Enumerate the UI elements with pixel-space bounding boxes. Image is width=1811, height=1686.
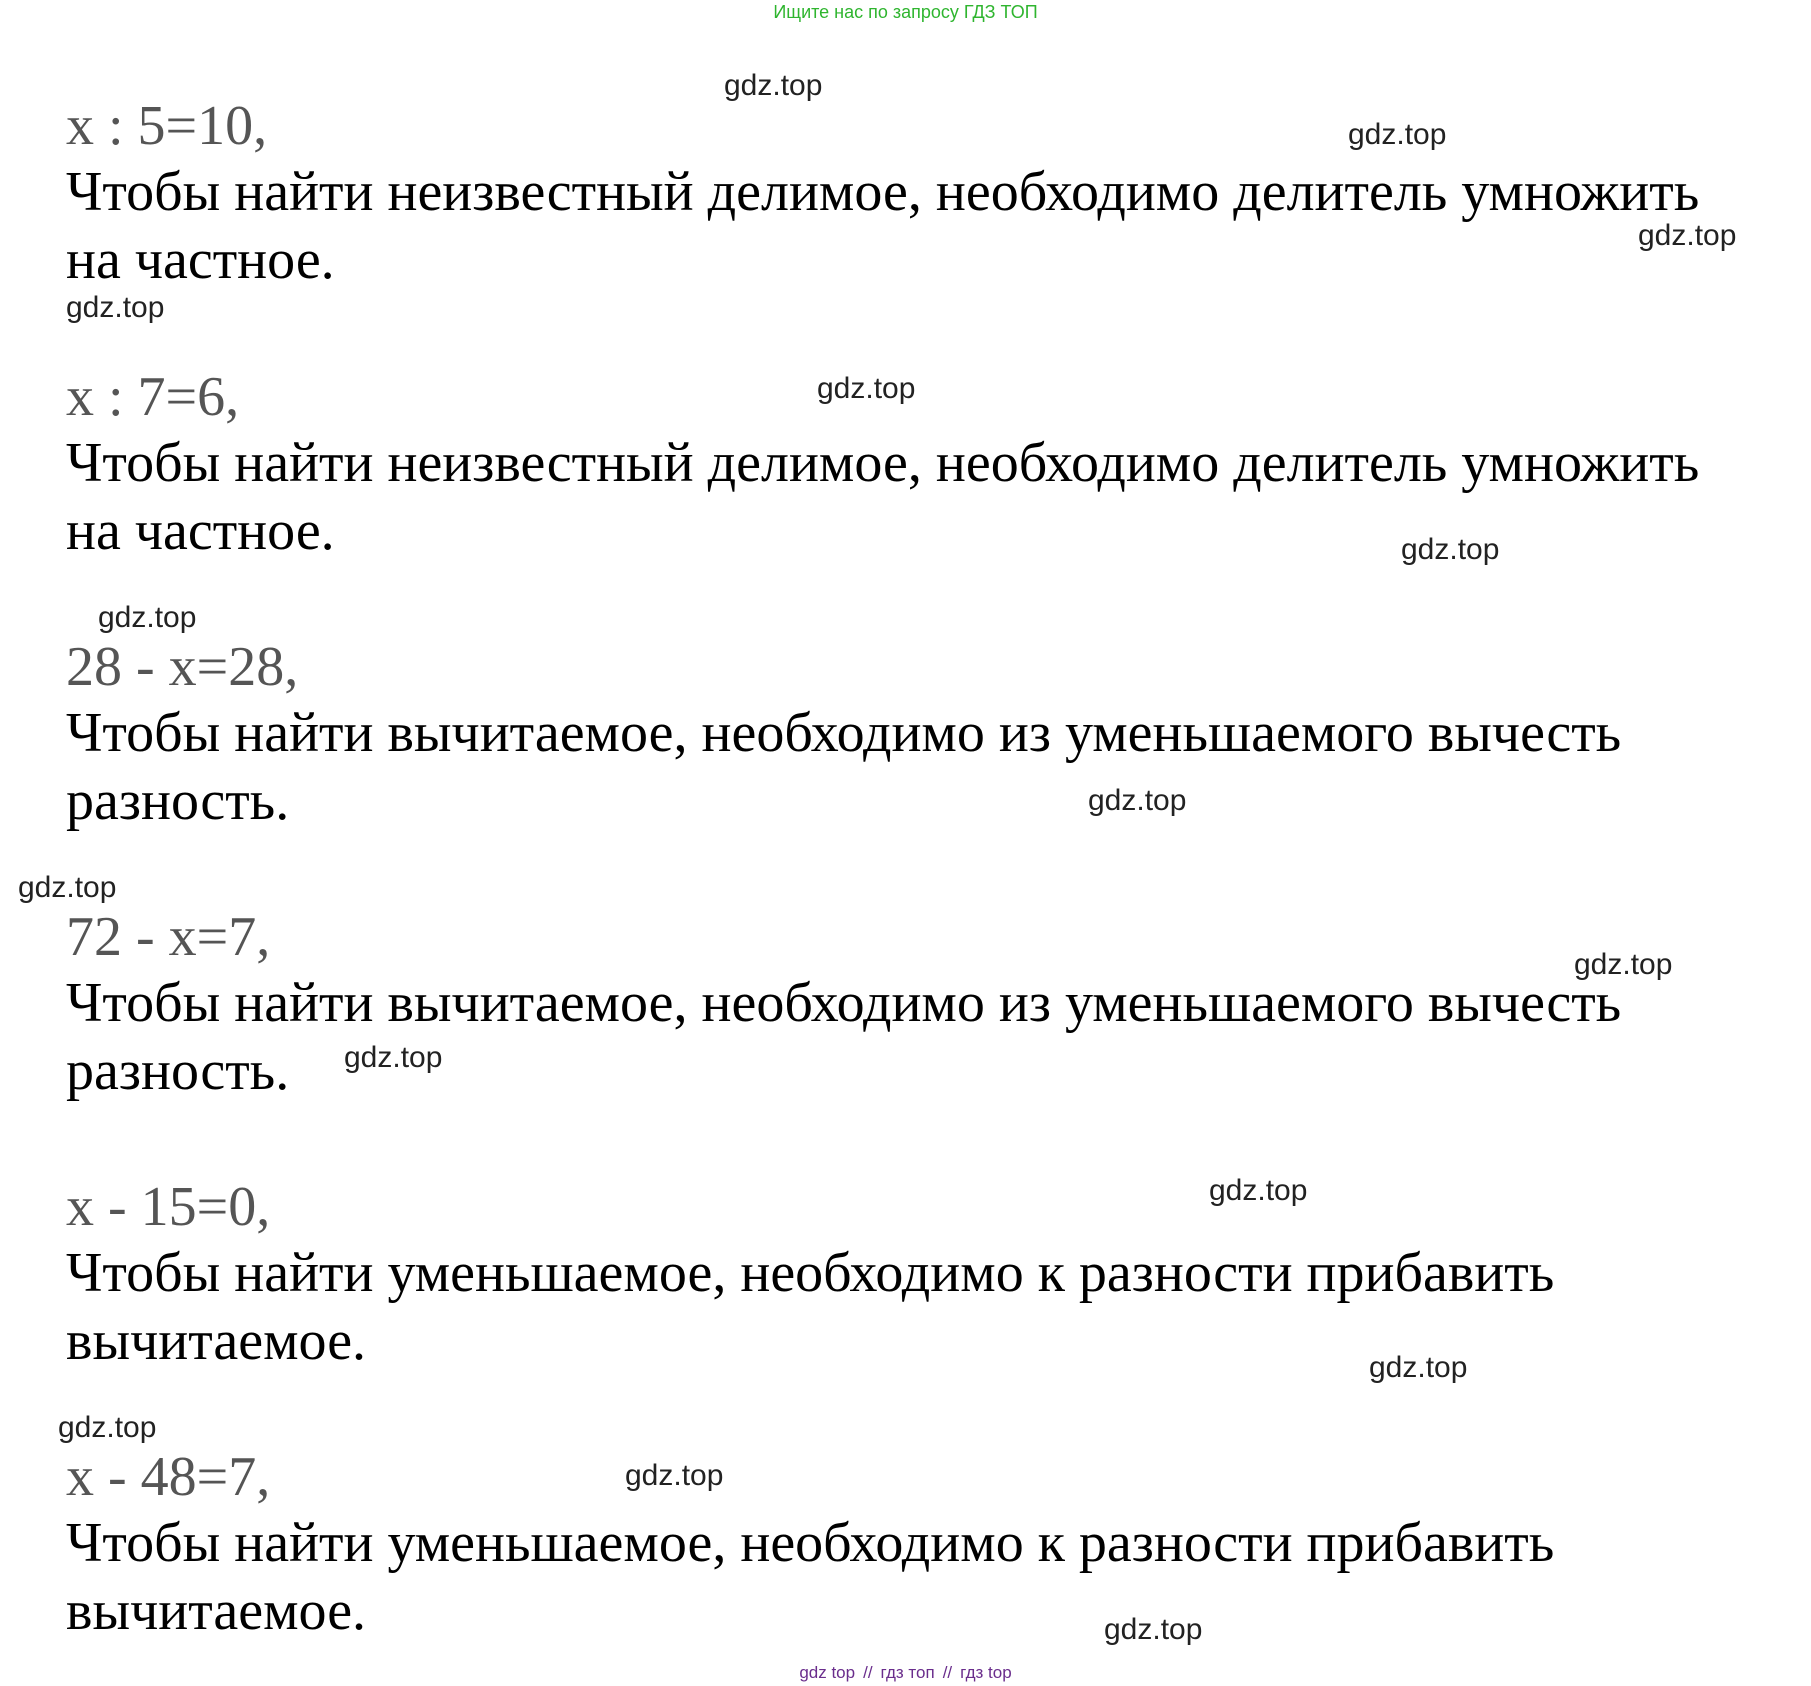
watermark: gdz.top [1369,1351,1468,1384]
rule-line-1: Чтобы найти вычитаемое, необходимо из уменьшаемого вычесть [66,972,1622,1034]
rule-line-2: на частное. [66,500,335,562]
watermark: gdz.top [1088,784,1187,817]
rule-line-1: Чтобы найти неизвестный делимое, необходимо делитель умножить [66,161,1700,223]
exercise-item-1 [66,94,1796,294]
footer-link-gdz-top-mixed[interactable]: гдз top [960,1663,1012,1682]
footer [0,1662,1811,1684]
rule-line-2: разность. [66,770,290,832]
exercise-item-4 [66,905,1796,1105]
watermark: gdz.top [817,372,916,405]
exercise-item-2 [66,365,1796,565]
watermark: gdz.top [18,871,117,904]
watermark: gdz.top [1401,533,1500,566]
watermark: gdz.top [58,1411,157,1444]
exercise-item-3 [66,635,1796,835]
footer-separator: // [942,1663,953,1682]
equation: x - 48=7, [66,1446,271,1508]
exercise-item-5 [66,1175,1796,1375]
rule-line-1: Чтобы найти уменьшаемое, необходимо к разности прибавить [66,1512,1555,1574]
rule-line-1: Чтобы найти вычитаемое, необходимо из уменьшаемого вычесть [66,702,1622,764]
watermark: gdz.top [625,1459,724,1492]
exercise-item-6 [66,1445,1796,1645]
watermark: gdz.top [1209,1174,1308,1207]
footer-link-gdz-top-ru[interactable]: гдз топ [880,1663,935,1682]
watermark: gdz.top [1104,1613,1203,1646]
watermark: gdz.top [1638,219,1737,252]
equation: x : 7=6, [66,366,240,428]
watermark: gdz.top [66,291,165,324]
equation: x - 15=0, [66,1176,271,1238]
watermark: gdz.top [98,601,197,634]
footer-link-gdz-top[interactable]: gdz top [799,1663,856,1682]
rule-line-2: разность. [66,1040,290,1102]
rule-line-2: на частное. [66,229,335,291]
watermark: gdz.top [1348,118,1447,151]
watermark: gdz.top [724,69,823,102]
watermark: gdz.top [1574,948,1673,981]
watermark: gdz.top [344,1041,443,1074]
rule-line-2: вычитаемое. [66,1580,367,1642]
top-banner: Ищите нас по запросу ГДЗ ТОП [773,2,1038,22]
footer-separator: // [863,1663,873,1682]
equation: 28 - x=28, [66,636,299,698]
equation: x : 5=10, [66,95,268,157]
equation: 72 - x=7, [66,906,271,968]
rule-line-1: Чтобы найти уменьшаемое, необходимо к разности прибавить [66,1242,1555,1304]
rule-line-2: вычитаемое. [66,1310,367,1372]
rule-line-1: Чтобы найти неизвестный делимое, необходимо делитель умножить [66,432,1700,494]
